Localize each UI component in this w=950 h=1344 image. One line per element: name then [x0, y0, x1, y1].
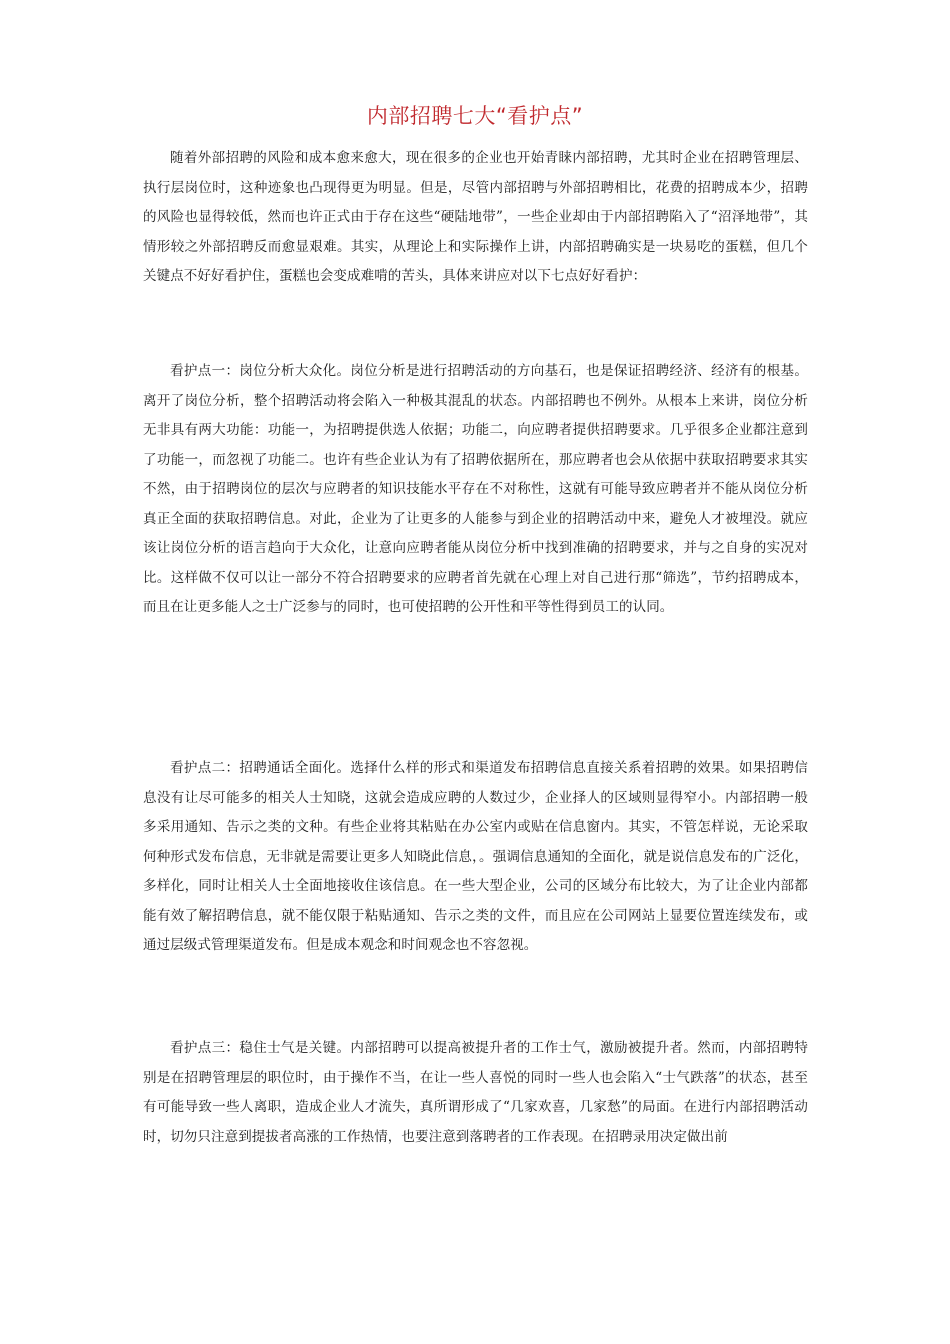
document-title: 内部招聘七大“看护点” — [366, 104, 584, 128]
point-three-paragraph: 看护点三：稳住士气是关键。内部招聘可以提高被提升者的工作士气，激励被提升者。然而，内部招聘特别是在招聘管理层的职位时，由于操作不当，在让一些人喜悦的同时一些人也会陷入“士气跌落”的状态，甚至有可能导致一些人离职，造成企业人才流失，真所谓形成了“几家欢喜，几家愁”的局面。在进行内部招聘活动时，切勿只注意到提拔者高涨的工作热情，也要注意到落聘者的工作表现。在招聘录用决定做出前 — [143, 1040, 808, 1145]
point-one-paragraph: 看护点一：岗位分析大众化。岗位分析是进行招聘活动的方向基石，也是保证招聘经济、经济有的根基。离开了岗位分析，整个招聘活动将会陷入一种极其混乱的状态。内部招聘也不例外。从根本上来讲，岗位分析无非具有两大功能：功能一，为招聘提供选人依据；功能二，向应聘者提供招聘要求。几乎很多企业都注意到了功能一，而忽视了功能二。也许有些企业认为有了招聘依据所在，那应聘者也会从依据中获取招聘要求其实不然，由于招聘岗位的层次与应聘者的知识技能水平存在不对称性，这就有可能导致应聘者并不能从岗位分析真正全面的获取招聘信息。对此，企业为了让更多的人能参与到企业的招聘活动中来，避免人才被埋没。就应该让岗位分析的语言趋向于大众化，让意向应聘者能从岗位分析中找到准确的招聘要求，并与之自身的实况对比。这样做不仅可以让一部分不符合招聘要求的应聘者首先就在心理上对自己进行那“筛选”，节约招聘成本，而且在让更多能人之士广泛参与的同时，也可使招聘的公开性和平等性得到员工的认同。 — [143, 363, 808, 615]
point-two-paragraph: 看护点二：招聘通话全面化。选择什么样的形式和渠道发布招聘信息直接关系着招聘的效果。如果招聘信息没有让尽可能多的相关人士知晓，这就会造成应聘的人数过少，企业择人的区域则显得窄小。内部招聘一般多采用通知、告示之类的文种。有些企业将其粘贴在办公室内或贴在信息窗内。其实，不管怎样说，无论采取何种形式发布信息，无非就是需要让更多人知晓此信息，。强调信息通知的全面化，就是说信息发布的广泛化，多样化，同时让相关人士全面地接收住该信息。在一些大型企业，公司的区域分布比较大，为了让企业内部都能有效了解招聘信息，就不能仅限于粘贴通知、告示之类的文件，而且应在公司网站上显要位置连续发布，或通过层级式管理渠道发布。但是成本观念和时间观念也不容忽视。 — [143, 760, 808, 953]
intro-paragraph: 随着外部招聘的风险和成本愈来愈大，现在很多的企业也开始青睐内部招聘，尤其时企业在招聘管理层、执行层岗位时，这种迹象也凸现得更为明显。但是，尽管内部招聘与外部招聘相比，花费的招聘成本少，招聘的风险也显得较低，然而也许正式由于存在这些“硬陆地带”，一些企业却由于内部招聘陷入了“沼泽地带”，其情形较之外部招聘反而愈显艰难。其实，从理论上和实际操作上讲，内部招聘确实是一块易吃的蛋糕，但几个关键点不好好看护住，蛋糕也会变成难啃的苦头，具体来讲应对以下七点好好看护： — [143, 150, 808, 284]
